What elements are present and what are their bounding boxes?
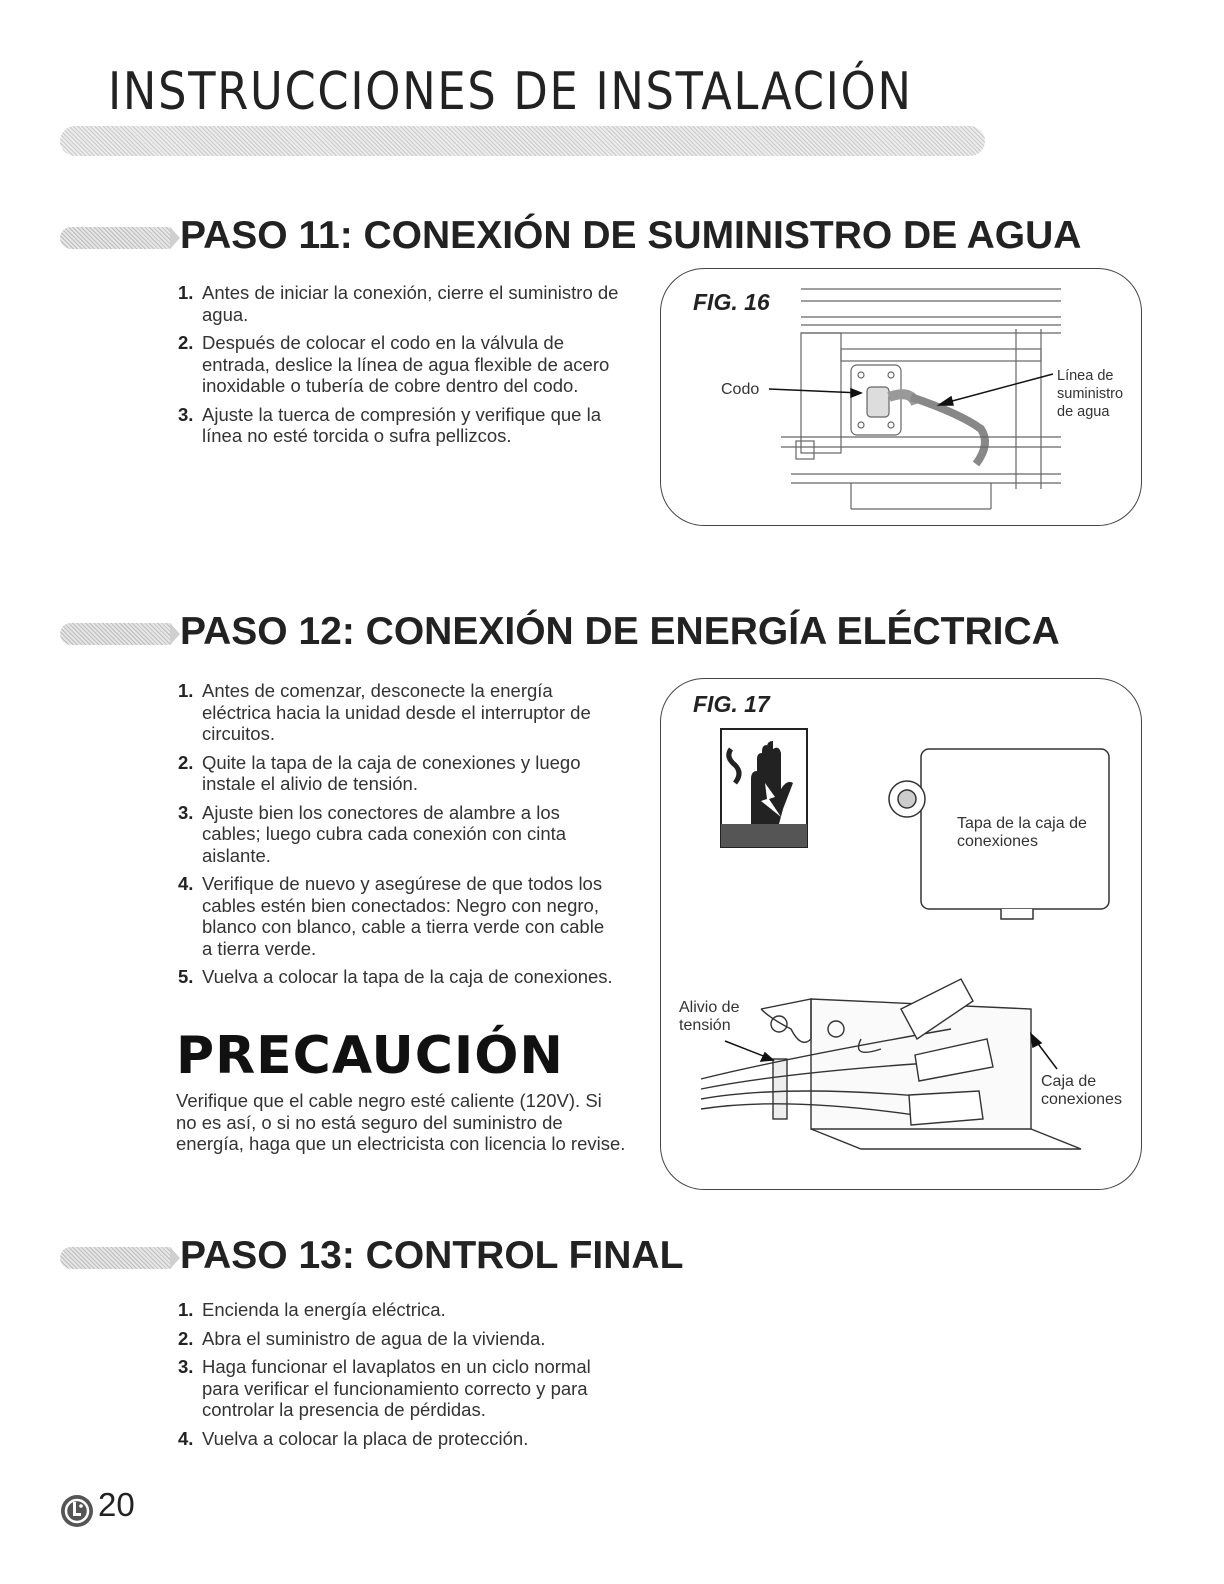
step-12-heading: PASO 12: CONEXIÓN DE ENERGÍA ELÉCTRICA	[180, 610, 1060, 653]
step-11-heading: PASO 11: CONEXIÓN DE SUMINISTRO DE AGUA	[180, 214, 1082, 257]
list-item	[178, 1328, 628, 1350]
step-13-heading: PASO 13: CONTROL FINAL	[180, 1234, 684, 1277]
list-item	[178, 1428, 628, 1450]
list-item	[178, 752, 618, 795]
list-item	[178, 1299, 628, 1321]
list-item	[178, 966, 618, 988]
item-text: Quite la tapa de la caja de conexiones y luego instale el alivio de tensión.	[202, 751, 581, 794]
list-item	[178, 282, 628, 325]
page-title: INSTRUCCIONES DE INSTALACIÓN	[108, 62, 913, 122]
lg-logo-icon	[60, 1494, 94, 1528]
item-number: 4.	[178, 873, 194, 894]
item-number: 3.	[178, 403, 194, 425]
figure-17-label: FIG. 17	[693, 691, 770, 717]
item-number: 1.	[178, 282, 194, 303]
figure-17	[660, 678, 1142, 1190]
item-text: Verifique de nuevo y asegúrese de que todos los cables estén bien conectados: Negro con negro, blanco con blanco, cable a tierra verde con cable a tierra verde.	[202, 873, 605, 959]
step-11-list	[178, 282, 628, 454]
step-13-list	[178, 1299, 628, 1456]
list-item	[178, 1356, 628, 1421]
caution-text: Verifique que el cable negro esté caliente (120V). Si no es así, o si no está seguro del suministro de energía, haga que un electricista con licencia lo revise.	[176, 1090, 626, 1154]
item-text: Antes de comenzar, desconecte la energía eléctrica hacia la unidad desde el interruptor de circuitos.	[202, 680, 591, 744]
item-text: Haga funcionar el lavaplatos en un ciclo normal para verificar el funcionamiento correcto y para controlar la presencia de pérdidas.	[202, 1356, 591, 1420]
callout-water-supply-line: Línea de suministro de agua	[1057, 368, 1124, 420]
item-text: Abra el suministro de agua de la vivienda.	[202, 1327, 546, 1349]
step-marker-bar	[60, 227, 172, 249]
item-text: Vuelva a colocar la tapa de la caja de conexiones.	[202, 966, 613, 987]
item-number: 3.	[178, 1356, 194, 1377]
item-text: Antes de iniciar la conexión, cierre el suministro de agua.	[202, 282, 619, 325]
callout-strain-relief: Alivio de tensión	[679, 999, 740, 1034]
step-marker-bar	[60, 623, 172, 645]
step-marker-bar	[60, 1247, 172, 1269]
page-number: 20	[98, 1486, 135, 1523]
callout-junction-box-cover: Tapa de la caja de conexiones	[957, 815, 1087, 850]
electric-shock-hazard-icon	[721, 729, 807, 847]
figure-16-label: FIG. 16	[693, 289, 770, 315]
callout-junction-box: Caja de conexiones	[1041, 1073, 1122, 1108]
list-item	[178, 332, 628, 397]
list-item	[178, 802, 618, 867]
item-number: 1.	[178, 1299, 194, 1320]
item-number: 2.	[178, 332, 194, 353]
list-item	[178, 404, 628, 447]
list-item	[178, 873, 618, 959]
title-underline-bar	[60, 126, 985, 156]
item-number: 3.	[178, 801, 194, 823]
step-marker-arrow-icon	[170, 623, 180, 645]
step-marker-arrow-icon	[170, 227, 180, 249]
figure-16	[660, 268, 1142, 526]
step-11-header	[60, 214, 1190, 262]
item-text: Encienda la energía eléctrica.	[202, 1299, 446, 1320]
item-number: 5.	[178, 966, 194, 987]
step-13-header	[60, 1234, 1190, 1282]
item-text: Vuelva a colocar la placa de protección.	[202, 1427, 529, 1449]
step-marker-arrow-icon	[170, 1247, 180, 1269]
electrical-connection-illustration	[661, 679, 1141, 1189]
step-12-header	[60, 610, 1190, 658]
callout-elbow: Codo	[721, 381, 760, 398]
item-text: Ajuste la tuerca de compresión y verifique que la línea no esté torcida o sufra pellizcos.	[202, 403, 601, 446]
item-text: Después de colocar el codo en la válvula de entrada, deslice la línea de agua flexible de acero inoxidable o tubería de cobre dentro del codo.	[202, 332, 610, 396]
item-number: 1.	[178, 680, 194, 701]
caution-title: PRECAUCIÓN	[176, 1026, 564, 1086]
item-text: Ajuste bien los conectores de alambre a los cables; luego cubra cada conexión con cinta aislante.	[202, 801, 567, 866]
step-12-list	[178, 680, 618, 995]
list-item	[178, 680, 618, 745]
item-number: 2.	[178, 751, 194, 773]
item-number: 2.	[178, 1327, 194, 1349]
item-number: 4.	[178, 1427, 194, 1449]
